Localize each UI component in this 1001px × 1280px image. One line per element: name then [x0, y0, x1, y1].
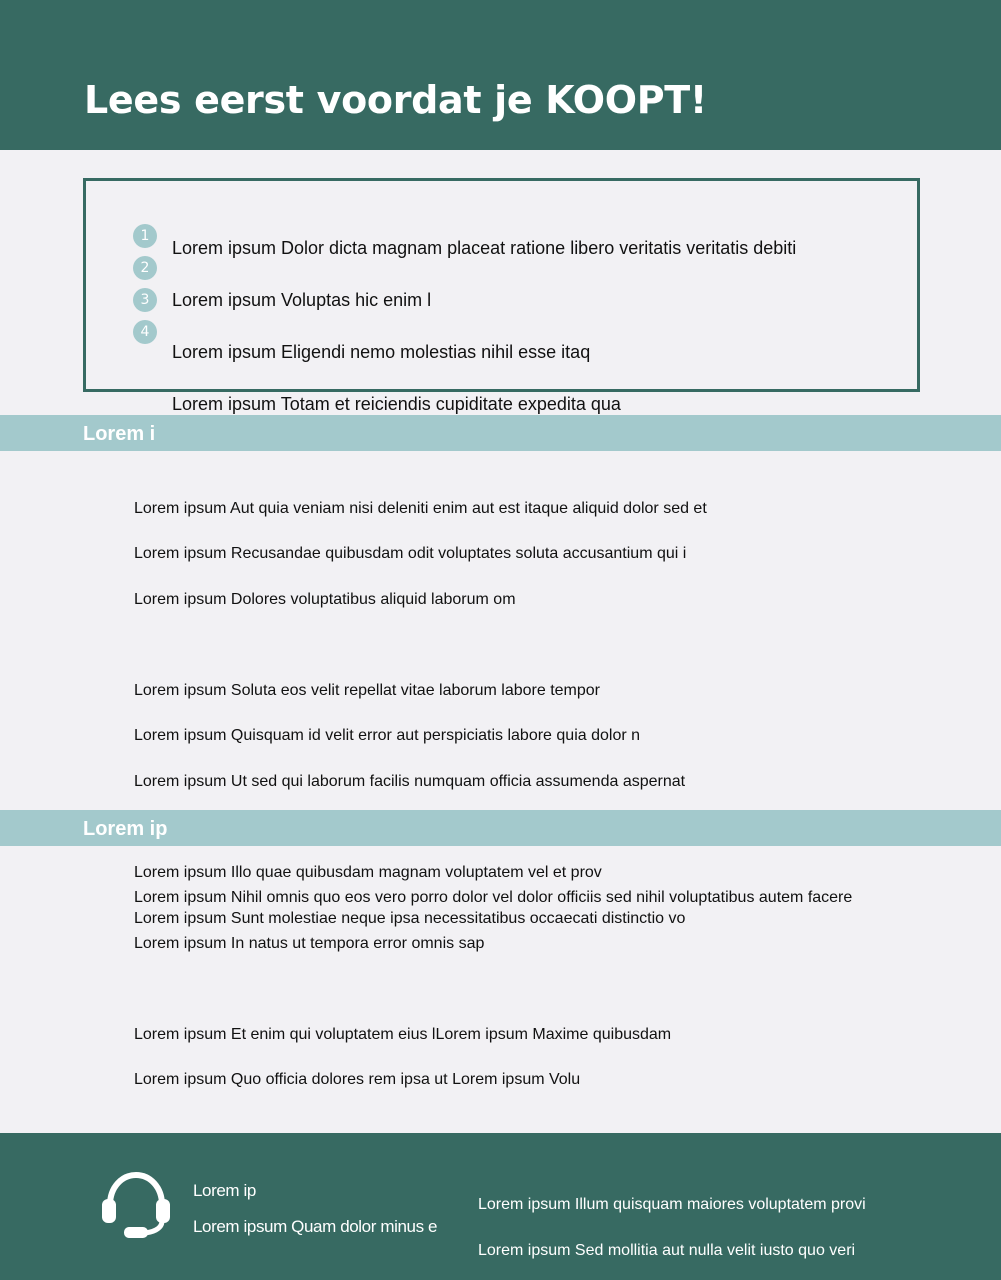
section-1-line-6: Lorem ipsum Ut sed qui laborum facilis numquam officia assumenda aspernat [134, 773, 686, 790]
section-1-title: Lorem i [83, 423, 156, 445]
list-item-4: Lorem ipsum Totam et reiciendis cupiditate expedita qua [172, 394, 621, 414]
section-1-band [0, 415, 1001, 451]
list-item-1: Lorem ipsum Dolor dicta magnam placeat ratione libero veritatis veritatis debiti [172, 238, 797, 258]
section-2-line-2: Lorem ipsum Nihil omnis quo eos vero porro dolor vel dolor officiis sed nihil voluptatibus autem facere [134, 889, 853, 906]
list-number-4: 4 [133, 320, 157, 344]
footer-right-line-1: Lorem ipsum Illum quisquam maiores voluptatem provi [478, 1196, 866, 1213]
headset-icon [100, 1171, 172, 1239]
section-2-line-3: Lorem ipsum Sunt molestiae neque ipsa necessitatibus occaecati distinctio vo [134, 910, 686, 927]
list-item-2: Lorem ipsum Voluptas hic enim l [172, 290, 432, 310]
section-2-title: Lorem ip [83, 818, 168, 840]
section-2-line-1: Lorem ipsum Illo quae quibusdam magnam voluptatem vel et prov [134, 864, 602, 881]
section-2-band [0, 810, 1001, 846]
section-1-line-1: Lorem ipsum Aut quia veniam nisi deleniti enim aut est itaque aliquid dolor sed et [134, 500, 707, 517]
footer-title: Lorem ip [193, 1181, 256, 1200]
header-banner [0, 0, 1001, 150]
list-number-3: 3 [133, 288, 157, 312]
section-2-line-4: Lorem ipsum In natus ut tempora error omnis sap [134, 935, 485, 952]
list-number-2: 2 [133, 256, 157, 280]
list-number-1: 1 [133, 224, 157, 248]
section-2-line-5: Lorem ipsum Et enim qui voluptatem eius lLorem ipsum Maxime quibusdam [134, 1026, 672, 1043]
footer-banner [0, 1133, 1001, 1280]
footer-subtitle: Lorem ipsum Quam dolor minus e [193, 1217, 438, 1236]
section-1-line-3: Lorem ipsum Dolores voluptatibus aliquid laborum om [134, 591, 516, 608]
page-title: Lees eerst voordat je KOOPT! [84, 78, 707, 122]
section-2-line-6: Lorem ipsum Quo officia dolores rem ipsa ut Lorem ipsum Volu [134, 1071, 581, 1088]
footer-right-line-2: Lorem ipsum Sed mollitia aut nulla velit iusto quo veri [478, 1242, 856, 1259]
section-1-line-2: Lorem ipsum Recusandae quibusdam odit voluptates soluta accusantium qui i [134, 545, 687, 562]
list-item-3: Lorem ipsum Eligendi nemo molestias nihil esse itaq [172, 342, 591, 362]
section-1-line-4: Lorem ipsum Soluta eos velit repellat vitae laborum labore tempor [134, 682, 601, 699]
section-1-line-5: Lorem ipsum Quisquam id velit error aut perspiciatis labore quia dolor n [134, 727, 641, 744]
